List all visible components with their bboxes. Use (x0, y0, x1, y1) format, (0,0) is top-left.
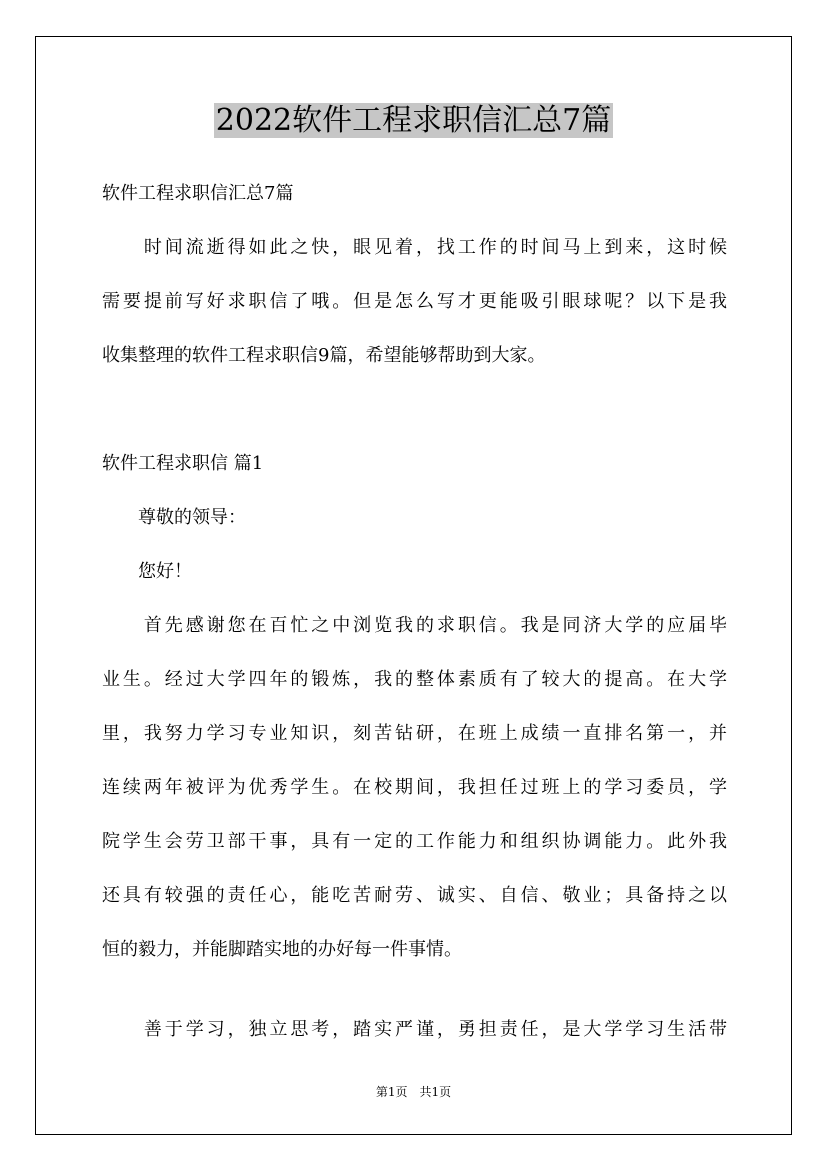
greeting: 您好！ (102, 561, 192, 582)
body-line: 院学生会劳卫部干事，具有一定的工作能力和组织协调能力。此外我 (102, 831, 727, 852)
section-heading: 软件工程求职信 篇1 (102, 453, 264, 474)
intro-line: 收集整理的软件工程求职信9篇，希望能够帮助到大家。 (102, 345, 546, 366)
body-line: 首先感谢您在百忙之中浏览我的求职信。我是同济大学的应届毕 (102, 615, 727, 636)
document-subtitle: 软件工程求职信汇总7篇 (102, 183, 294, 204)
body-line: 恒的毅力，并能脚踏实地的办好每一件事情。 (102, 939, 462, 960)
page-number-footer: 第1页 共1页 (375, 1085, 452, 1099)
intro-line: 时间流逝得如此之快，眼见着，找工作的时间马上到来，这时候 (102, 237, 727, 258)
salutation: 尊敬的领导： (102, 507, 246, 528)
body-line: 善于学习，独立思考，踏实严谨，勇担责任，是大学学习生活带 (102, 1019, 727, 1040)
document-title: 2022软件工程求职信汇总7篇 (215, 103, 612, 138)
body-line: 连续两年被评为优秀学生。在校期间，我担任过班上的学习委员，学 (102, 777, 727, 798)
intro-line: 需要提前写好求职信了哦。但是怎么写才更能吸引眼球呢？以下是我 (102, 291, 727, 312)
body-line: 还具有较强的责任心，能吃苦耐劳、诚实、自信、敬业；具备持之以 (102, 885, 727, 906)
body-line: 业生。经过大学四年的锻炼，我的整体素质有了较大的提高。在大学 (102, 669, 727, 690)
body-line: 里，我努力学习专业知识，刻苦钻研，在班上成绩一直排名第一，并 (102, 723, 727, 744)
